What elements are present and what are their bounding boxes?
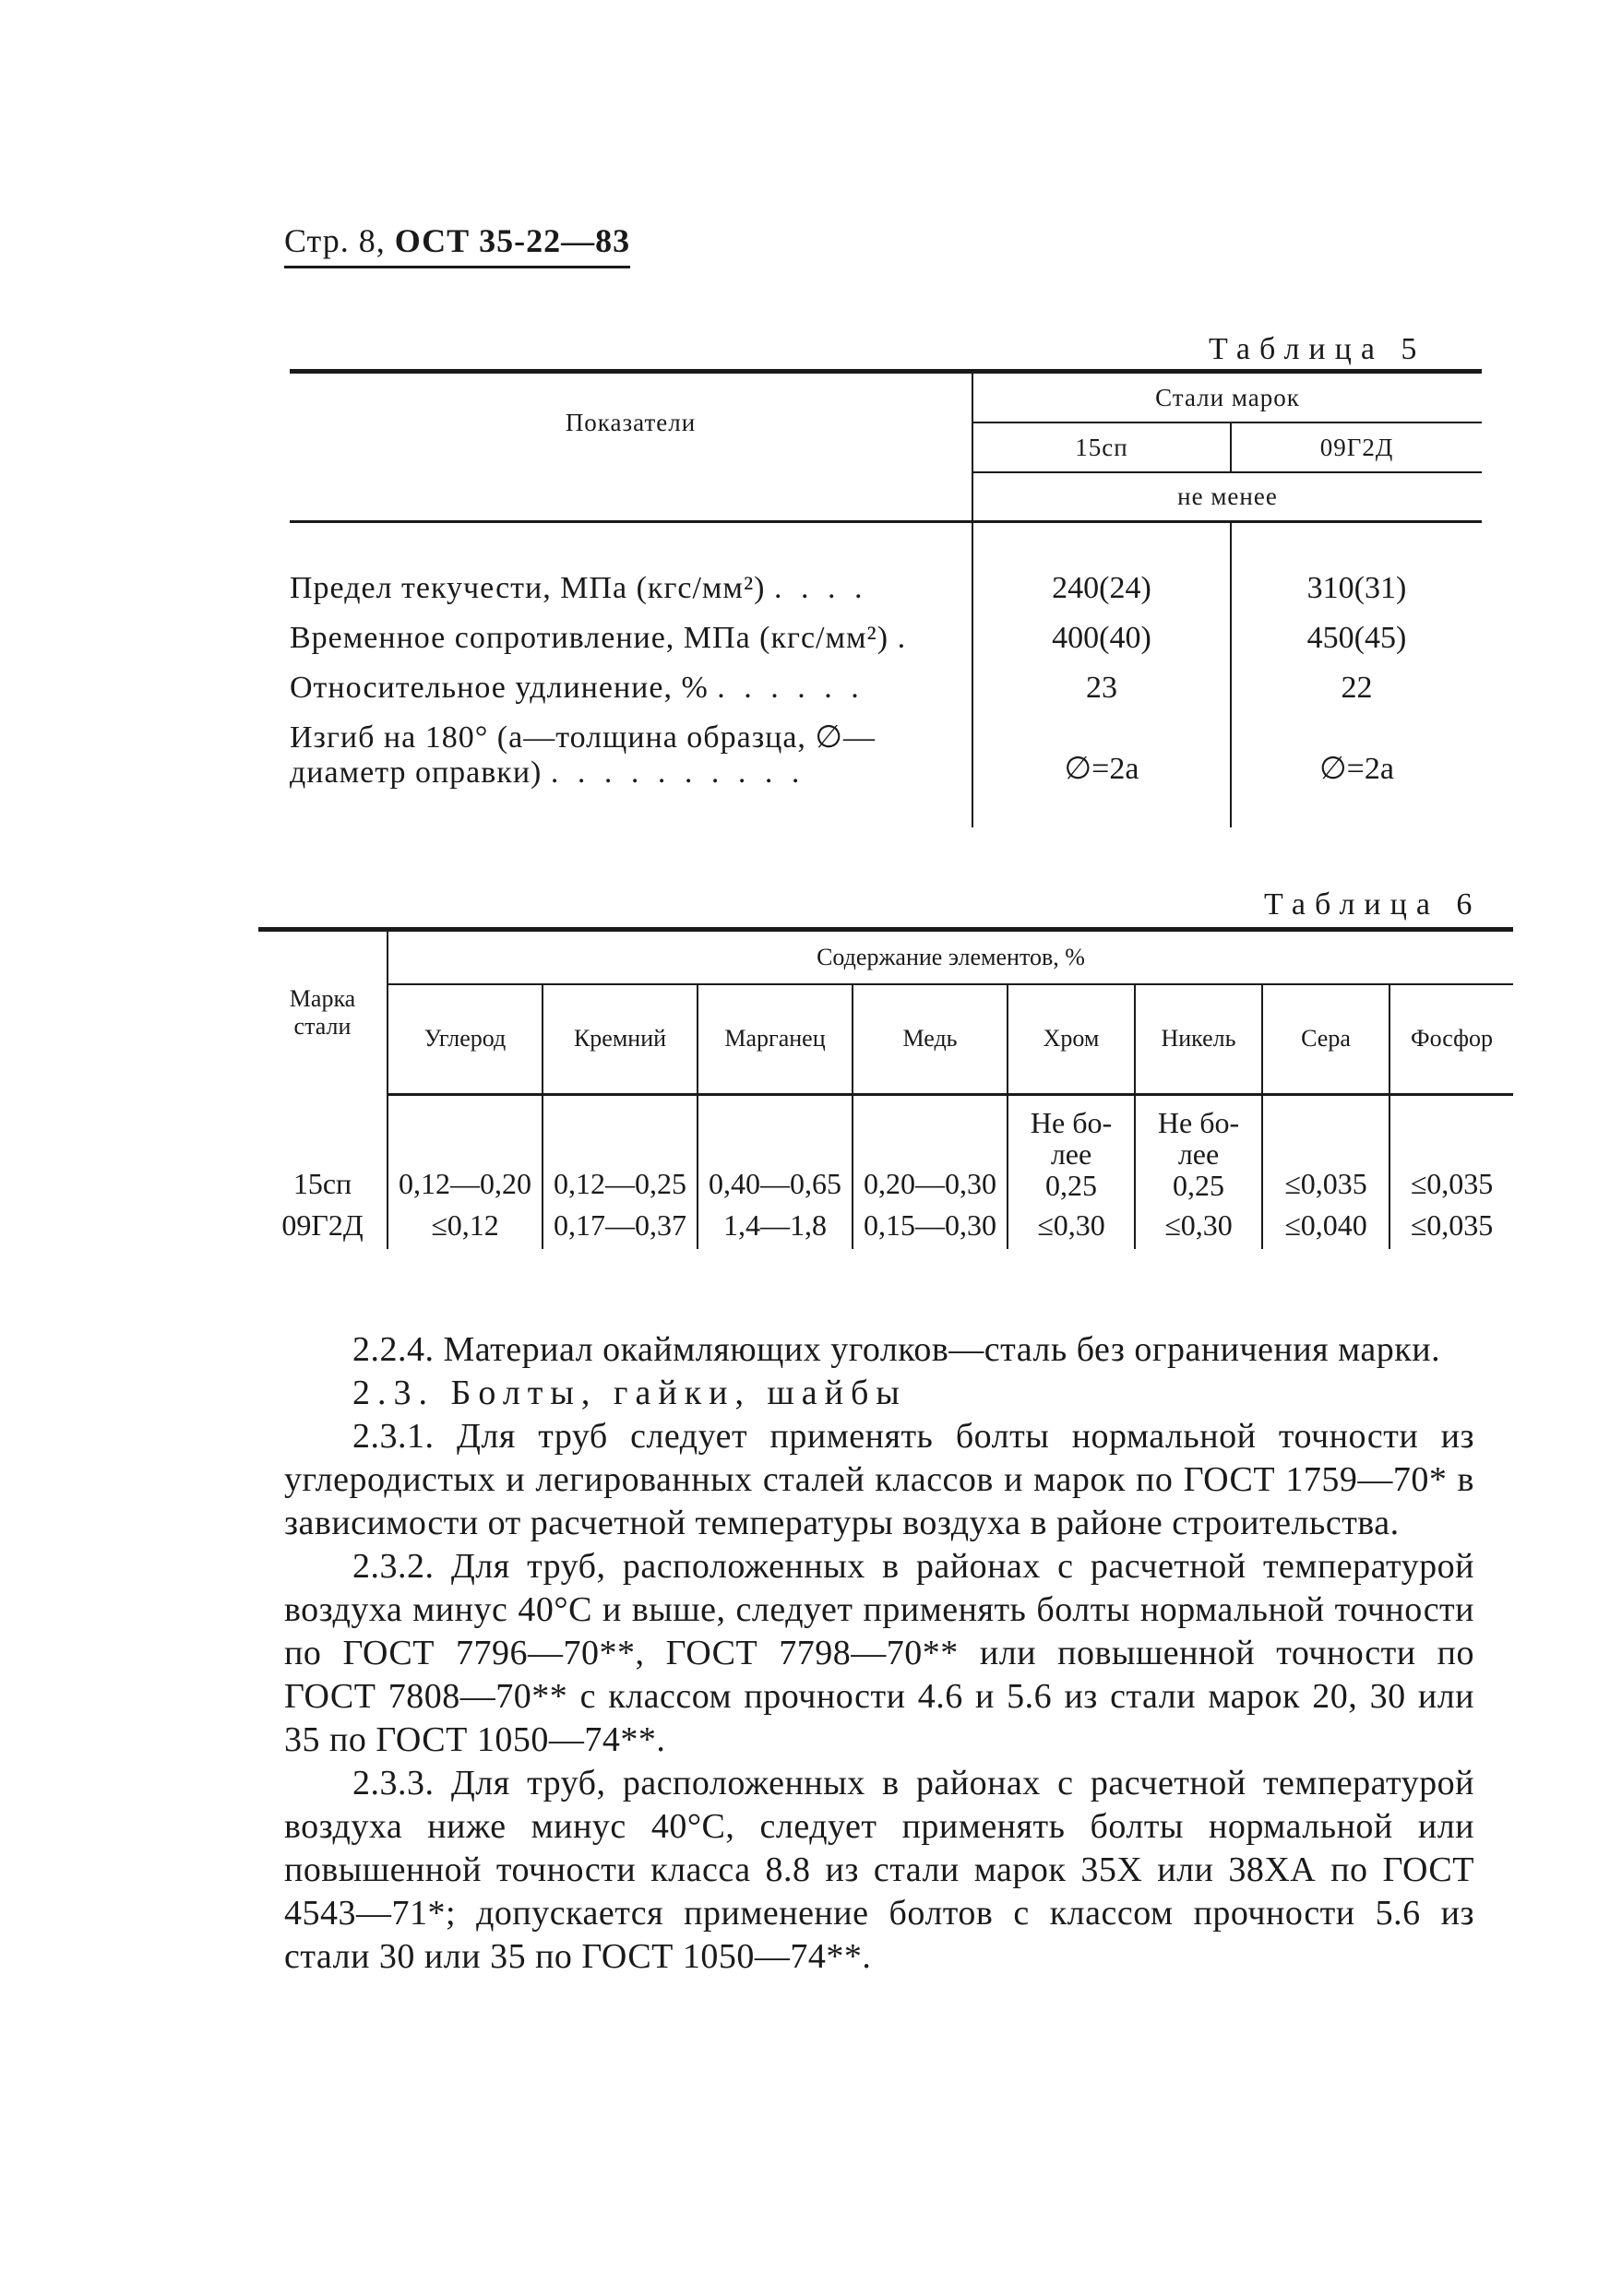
grade-column-header: Марка стали xyxy=(258,930,388,1095)
element-header: Кремний xyxy=(543,984,698,1094)
cell-value: 450(45) xyxy=(1231,613,1482,663)
row-label: Временное сопротивление, МПа (кгс/мм²) xyxy=(290,621,889,655)
table-row: Временное сопротивление, МПа (кгс/мм²) . 400(40) 450(45) xyxy=(290,613,1482,663)
table-row: Предел текучести, МПа (кгс/мм²) . . . . 240(24) 310(31) xyxy=(290,564,1482,613)
grade-header-15sp: 15сп xyxy=(972,422,1231,472)
cell-value: ≤0,040 xyxy=(1262,1201,1389,1249)
table-row xyxy=(258,1201,1513,1249)
cell-value: 310(31) xyxy=(1231,564,1482,613)
cell-value: 0,12—0,25 xyxy=(543,1107,698,1201)
cell-value: 22 xyxy=(1231,663,1482,713)
row-label: Предел текучести, МПа (кгс/мм²) xyxy=(290,571,766,605)
cell-value: Не бо- лее 0,25 xyxy=(1008,1107,1135,1201)
row-label-cont: диаметр оправки) xyxy=(290,755,543,790)
cell-value: 1,4—1,8 xyxy=(698,1201,853,1249)
cell-value: 0,17—0,37 xyxy=(543,1201,698,1249)
table-row: Изгиб на 180° (а—толщина образца, ∅— диаметр оправки) . . . . . . . . . . ∅=2а ∅=2а xyxy=(290,713,1482,791)
paragraph-2-3-2: 2.3.2. Для труб, расположенных в районах с расчетной температурой воздуха минус 40°С и выше, следует применять болты нормальной точности по ГОСТ 7796—70**, ГОСТ 7798—70** или повышенной точности по ГОСТ 7808—70** с классом прочности 4.6 и 5.6 из стали марок 20, 30 или 35 по ГОСТ 1050—74**. xyxy=(284,1547,1474,1759)
paragraph-2-2-4: 2.2.4. Материал окаймляющих уголков—сталь без ограничения марки. xyxy=(352,1330,1441,1369)
cell-value: 0,12—0,20 xyxy=(388,1107,543,1201)
grade-header-09g2d: 09Г2Д xyxy=(1231,422,1482,472)
grade-cell: 09Г2Д xyxy=(281,1207,364,1242)
element-header: Хром xyxy=(1008,984,1135,1094)
cell-value: ≤0,30 xyxy=(1135,1201,1262,1249)
indicator-header: Показатели xyxy=(290,372,972,473)
cell-value: 400(40) xyxy=(972,613,1231,663)
cell-value: ≤0,035 xyxy=(1389,1107,1513,1201)
cell-value: ≤0,30 xyxy=(1008,1201,1135,1249)
section-heading-2-3: 2.3. Болты, гайки, шайбы xyxy=(352,1374,907,1412)
page-number: Стр. 8, xyxy=(284,222,386,259)
grades-group-header: Стали марок xyxy=(972,372,1482,423)
table-row: Относительное удлинение, % . . . . . . 23 22 xyxy=(290,663,1482,713)
element-header: Марганец xyxy=(698,984,853,1094)
table-6 xyxy=(258,927,1513,1249)
body-text xyxy=(284,1328,1474,1979)
element-header: Медь xyxy=(853,984,1008,1094)
element-header: Никель xyxy=(1135,984,1262,1094)
cell-value: Не бо- лее 0,25 xyxy=(1135,1107,1262,1201)
table6-caption: Таблица 6 xyxy=(1264,887,1482,922)
elements-group-header: Содержание элементов, % xyxy=(388,930,1513,985)
grade-cell: 15сп xyxy=(292,1167,352,1200)
element-header: Углерод xyxy=(388,984,543,1094)
cell-value: ∅=2а xyxy=(1231,713,1482,791)
paragraph-2-3-3: 2.3.3. Для труб, расположенных в районах с расчетной температурой воздуха ниже минус 40°С, следует применять болты нормальной или повышенной точности класса 8.8 из стали марок 35Х или 38ХА по ГОСТ 4543—71*; допускается применение болтов с классом прочности 5.6 из стали 30 или 35 по ГОСТ 1050—74**. xyxy=(284,1764,1474,1976)
element-header: Фосфор xyxy=(1389,984,1513,1094)
table-row xyxy=(258,1107,1513,1201)
cell-value: 240(24) xyxy=(972,564,1231,613)
table-5 xyxy=(290,369,1482,827)
standard-code: ОСТ 35-22—83 xyxy=(394,222,631,259)
cell-value: 0,15—0,30 xyxy=(853,1201,1008,1249)
cell-value: ≤0,12 xyxy=(388,1201,543,1249)
page-header xyxy=(284,221,630,268)
cell-value: ∅=2а xyxy=(972,713,1231,791)
row-label: Относительное удлинение, % xyxy=(290,671,709,705)
table5-caption: Таблица 5 xyxy=(1209,332,1426,366)
cell-value: ≤0,035 xyxy=(1262,1107,1389,1201)
cell-value: 23 xyxy=(972,663,1231,713)
cell-value: 0,40—0,65 xyxy=(698,1107,853,1201)
unit-note: не менее xyxy=(972,472,1482,522)
cell-value: ≤0,035 xyxy=(1389,1201,1513,1249)
row-label: Изгиб на 180° (а—толщина образца, ∅— xyxy=(290,720,877,755)
cell-value: 0,20—0,30 xyxy=(853,1107,1008,1201)
element-header: Сера xyxy=(1262,984,1389,1094)
paragraph-2-3-1: 2.3.1. Для труб следует применять болты нормальной точности из углеродистых и легированных сталей классов и марок по ГОСТ 1759—70* в зависимости от расчетной температуры воздуха в районе строительства. xyxy=(284,1417,1474,1542)
